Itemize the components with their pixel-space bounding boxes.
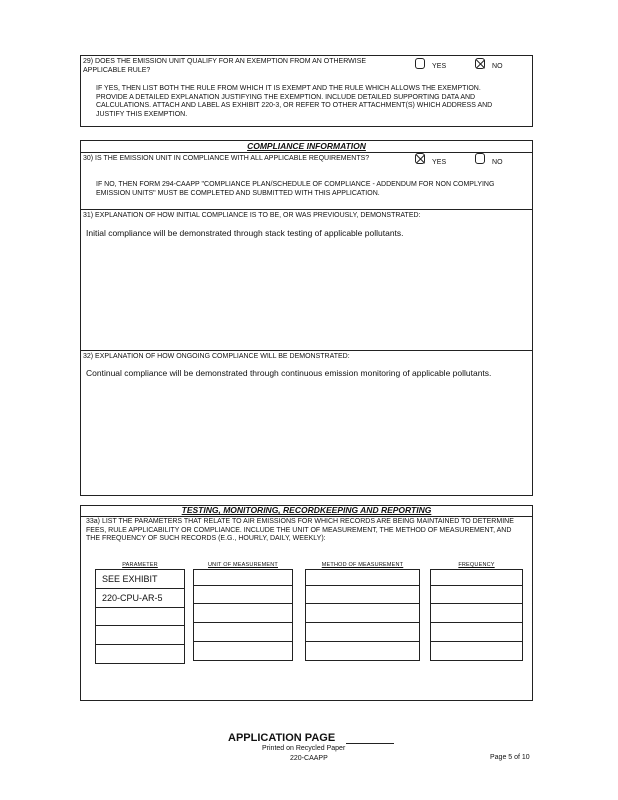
- method-cell-2[interactable]: [305, 585, 420, 604]
- frequency-cell-3[interactable]: [430, 603, 523, 623]
- q30-no-checkbox[interactable]: [475, 153, 485, 164]
- q30-no-label: NO: [492, 159, 503, 166]
- q30-yes-label: YES: [432, 159, 447, 166]
- q30-yes-checkbox[interactable]: [415, 153, 425, 164]
- unit-cell-2[interactable]: [193, 585, 293, 604]
- q29-instructions: IF YES, THEN LIST BOTH THE RULE FROM WHICH IT IS EXEMPT AND THE RULE WHICH ALLOWS THE EXEMPTION. PROVIDE A DETAILED EXPLANATION JUSTIFYING THE EXEMPTION. INCLUDE DETAILED SUPPORTING DATA AND CALCULATIONS. ATTACH AND LABEL AS EXHIBIT 220-3, OR REFER TO OTHER ATTACHMENT(S) WHICH ADDRESS AND JUSTIFY THIS EXEMPTION.: [96, 85, 493, 118]
- compliance-header: COMPLIANCE INFORMATION: [247, 141, 366, 151]
- application-page-label: APPLICATION PAGE: [228, 732, 336, 744]
- column-header-frequency: FREQUENCY: [458, 562, 495, 568]
- printed-on-recycled-paper: Printed on Recycled Paper: [262, 745, 346, 752]
- frequency-cell-4[interactable]: [430, 622, 523, 642]
- unit-cell-5[interactable]: [193, 641, 293, 661]
- q32-question: 32) EXPLANATION OF HOW ONGOING COMPLIANCE WILL BE DEMONSTRATED:: [83, 353, 350, 360]
- q29-yes-checkbox[interactable]: [415, 58, 425, 69]
- q33a-question: 33a) LIST THE PARAMETERS THAT RELATE TO AIR EMISSIONS FOR WHICH RECORDS ARE BEING MAINTAINED TO DETERMINE FEES, RULE APPLICABILITY OR COMPLIANCE. INCLUDE THE UNIT OF MEASUREMENT, THE METHOD OF MEASUREMENT, AND THE FREQUENCY OF SUCH RECORDS (E.G., HOURLY, DAILY, WEEKLY):: [86, 518, 514, 542]
- method-cell-3[interactable]: [305, 603, 420, 623]
- column-header-parameter: PARAMETER: [122, 562, 158, 568]
- frequency-cell-5[interactable]: [430, 641, 523, 661]
- q31-question: 31) EXPLANATION OF HOW INITIAL COMPLIANCE IS TO BE, OR WAS PREVIOUSLY, DEMONSTRATED:: [83, 212, 421, 219]
- q31-bottom-rule: [80, 350, 533, 351]
- page-number: Page 5 of 10: [490, 754, 530, 761]
- column-header-method: METHOD OF MEASUREMENT: [321, 562, 404, 568]
- parameter-cell-4[interactable]: [95, 625, 185, 645]
- application-page-blank[interactable]: [346, 743, 394, 744]
- testing-header: TESTING, MONITORING, RECORDKEEPING AND REPORTING: [181, 505, 432, 515]
- method-cell-4[interactable]: [305, 622, 420, 642]
- q29-no-checkbox[interactable]: [475, 58, 485, 69]
- parameter-cell-3[interactable]: [95, 607, 185, 626]
- frequency-cell-2[interactable]: [430, 585, 523, 604]
- parameter-cell-2[interactable]: 220-CPU-AR-5: [95, 588, 185, 608]
- frequency-cell-1[interactable]: [430, 569, 523, 586]
- q29-no-label: NO: [492, 63, 503, 70]
- unit-cell-4[interactable]: [193, 622, 293, 642]
- column-header-unit: UNIT OF MEASUREMENT: [207, 562, 278, 568]
- q29-question: 29) DOES THE EMISSION UNIT QUALIFY FOR AN EXEMPTION FROM AN OTHERWISE APPLICABLE RULE?: [83, 58, 367, 74]
- form-id: 220-CAAPP: [290, 755, 328, 762]
- method-cell-5[interactable]: [305, 641, 420, 661]
- compliance-header-rule: [80, 152, 533, 153]
- q30-instructions: IF NO, THEN FORM 294-CAAPP "COMPLIANCE PLAN/SCHEDULE OF COMPLIANCE - ADDENDUM FOR NON COMPLYING EMISSION UNITS" MUST BE COMPLETED AND SUBMITTED WITH THIS APPLICATION.: [96, 181, 495, 197]
- q30-bottom-rule: [80, 209, 533, 210]
- q31-answer[interactable]: Initial compliance will be demonstrated through stack testing of applicable pollutants.: [86, 228, 404, 238]
- testing-header-rule: [80, 516, 533, 517]
- q29-yes-label: YES: [432, 63, 447, 70]
- q30-question: 30) IS THE EMISSION UNIT IN COMPLIANCE WITH ALL APPLICABLE REQUIREMENTS?: [83, 155, 370, 162]
- unit-cell-3[interactable]: [193, 603, 293, 623]
- q32-answer[interactable]: Continual compliance will be demonstrated through continuous emission monitoring of applicable pollutants.: [86, 368, 492, 378]
- parameter-cell-5[interactable]: [95, 644, 185, 664]
- method-cell-1[interactable]: [305, 569, 420, 586]
- parameter-cell-1[interactable]: SEE EXHIBIT: [95, 569, 185, 589]
- unit-cell-1[interactable]: [193, 569, 293, 586]
